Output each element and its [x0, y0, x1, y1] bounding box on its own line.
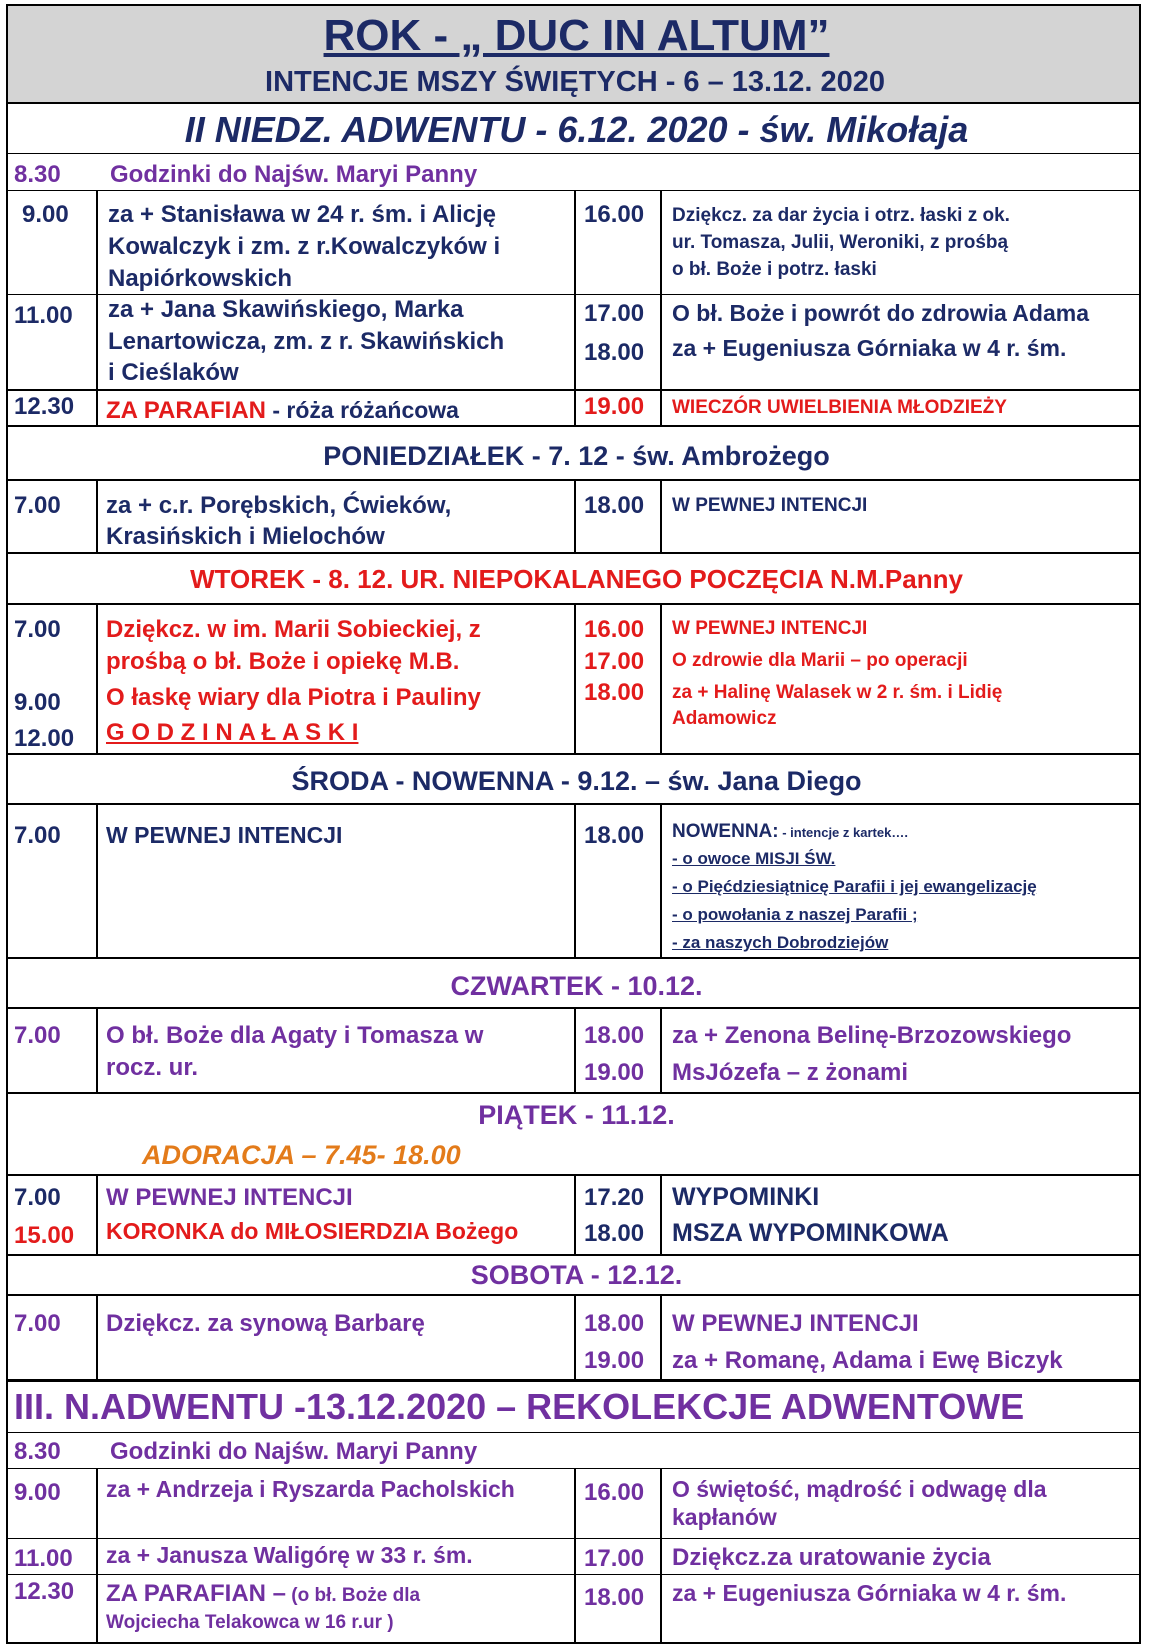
tuesday-title: WTOREK - 8. 12. UR. NIEPOKALANEGO POCZĘCIA N.M.Panny	[190, 564, 963, 594]
monday-intention-18: W PEWNEJ INTENCJI	[672, 495, 868, 516]
wednesday-nowenna-item-4: - za naszych Dobrodziejów	[672, 933, 889, 952]
wednesday-nowenna-item-2: - o Pięćdziesiątnicę Parafii i jej ewangelizację	[672, 877, 1037, 896]
sunday1-time-19: 19.00	[584, 393, 645, 420]
sunday1-intention-1230-rest: - róża różańcowa	[265, 397, 459, 423]
tuesday-intention-9: O łaskę wiary dla Piotra i Pauliny	[106, 684, 481, 711]
saturday-time-7: 7.00	[14, 1310, 61, 1337]
sunday1-intention-1230	[106, 395, 459, 426]
sunday2-title: III. N.ADWENTU -13.12.2020 – REKOLEKCJE ADWENTOWE	[14, 1386, 1025, 1427]
thursday-intention-7-line1: O bł. Boże dla Agaty i Tomasza w	[106, 1022, 484, 1049]
friday-intention-18: MSZA WYPOMINKOWA	[672, 1219, 949, 1247]
monday-intention-7-line1: za + c.r. Porębskich, Ćwieków,	[106, 492, 452, 519]
sunday1-intention-18: za + Eugeniusza Górniaka w 4 r. śm.	[672, 335, 1067, 361]
tuesday-intention-18-line1: za + Halinę Walasek w 2 r. śm. i Lidię	[672, 682, 1003, 703]
wednesday-time-18: 18.00	[584, 822, 645, 849]
sunday1-godzinki-time: 8.30	[14, 161, 61, 188]
sunday2-intention-1230-line2: Wojciecha Telakowca w 16 r.ur )	[106, 1612, 394, 1633]
saturday-time-18: 18.00	[584, 1310, 645, 1337]
wednesday-nowenna-item-3: - o powołania z naszej Parafii ;	[672, 905, 918, 924]
wednesday-time-7: 7.00	[14, 822, 61, 849]
sunday2-intention-16-line2: kapłanów	[672, 1504, 777, 1530]
sunday1-intention-17: O bł. Boże i powrót do zdrowia Adama	[672, 300, 1089, 326]
thursday-time-19: 19.00	[584, 1059, 645, 1086]
saturday-intention-7: Dziękcz. za synową Barbarę	[106, 1310, 425, 1337]
sunday2-time-9: 9.00	[14, 1479, 61, 1506]
sunday2-intention-11: za + Janusza Waligórę w 33 r. śm.	[106, 1542, 473, 1568]
friday-adoracja: ADORACJA – 7.45- 18.00	[142, 1140, 461, 1170]
tuesday-time-18: 18.00	[584, 679, 645, 706]
saturday-time-19: 19.00	[584, 1347, 645, 1374]
thursday-intention-18: za + Zenona Belinę-Brzozowskiego	[672, 1022, 1072, 1049]
thursday-time-7: 7.00	[14, 1022, 61, 1049]
sunday2-intention-1230	[106, 1578, 420, 1611]
sunday2-time-16: 16.00	[584, 1479, 645, 1506]
sunday1-intention-16-line3: o bł. Boże i potrz. łaski	[672, 259, 877, 280]
thursday-title: CZWARTEK - 10.12.	[450, 971, 703, 1001]
sunday2-intention-1230-main: ZA PARAFIAN –	[106, 1580, 286, 1607]
sunday2-time-17: 17.00	[584, 1545, 645, 1572]
saturday-intention-18: W PEWNEJ INTENCJI	[672, 1310, 919, 1337]
thursday-intention-7-line2: rocz. ur.	[106, 1054, 199, 1081]
friday-intention-1720: WYPOMINKI	[672, 1183, 820, 1211]
sunday1-intention-11-line2: Lenartowicza, zm. z r. Skawińskich	[108, 328, 505, 355]
thursday-time-18: 18.00	[584, 1022, 645, 1049]
sunday2-intention-16-line1: O świętość, mądrość i odwagę dla	[672, 1476, 1047, 1502]
wednesday-nowenna-label: NOWENNA:	[672, 821, 779, 842]
sunday1-time-1230: 12.30	[14, 393, 75, 420]
wednesday-intention-7: W PEWNEJ INTENCJI	[106, 822, 343, 848]
sunday1-intention-11-line1: za + Jana Skawińskiego, Marka	[108, 296, 464, 323]
monday-time-18: 18.00	[584, 492, 645, 519]
sunday1-time-9: 9.00	[22, 201, 69, 228]
wednesday-nowenna-note: - intencje z kartek….	[778, 825, 908, 840]
page-subtitle: INTENCJE MSZY ŚWIĘTYCH - 6 – 13.12. 2020	[265, 66, 885, 98]
sunday1-title: II NIEDZ. ADWENTU - 6.12. 2020 - św. Mikołaja	[184, 109, 969, 150]
tuesday-time-9: 9.00	[14, 689, 61, 716]
monday-intention-7-line2: Krasińskich i Mielochów	[106, 523, 385, 550]
sunday2-time-18: 18.00	[584, 1584, 645, 1611]
friday-time-7: 7.00	[14, 1184, 61, 1211]
sunday2-intention-17: Dziękcz.za uratowanie życia	[672, 1544, 991, 1571]
friday-time-15: 15.00	[14, 1222, 75, 1249]
sunday1-time-11: 11.00	[14, 302, 73, 329]
sunday1-intention-19: WIECZÓR UWIELBIENIA MŁODZIEŻY	[672, 397, 1007, 418]
monday-title: PONIEDZIAŁEK - 7. 12 - św. Ambrożego	[323, 441, 830, 471]
sunday1-time-17: 17.00	[584, 300, 645, 327]
sunday1-intention-9-line1: za + Stanisława w 24 r. śm. i Alicję	[108, 201, 496, 228]
tuesday-time-12: 12.00	[14, 725, 75, 752]
sunday1-intention-11-line3: i Cieślaków	[108, 359, 239, 386]
tuesday-intention-16: W PEWNEJ INTENCJI	[672, 618, 868, 639]
sunday2-godzinki-text: Godzinki do Najśw. Maryi Panny	[110, 1438, 478, 1465]
sunday2-godzinki-time: 8.30	[14, 1438, 61, 1465]
friday-time-1720: 17.20	[584, 1184, 645, 1211]
wednesday-nowenna-item-1: - o owoce MISJI ŚW.	[672, 849, 836, 868]
tuesday-intention-7-line2: prośbą o bł. Boże i opiekę M.B.	[106, 648, 460, 675]
wednesday-title: ŚRODA - NOWENNA - 9.12. – św. Jana Diego	[291, 766, 862, 796]
sunday1-time-18: 18.00	[584, 339, 645, 366]
sunday2-time-1230: 12.30	[14, 1578, 75, 1605]
saturday-intention-19: za + Romanę, Adama i Ewę Biczyk	[672, 1347, 1063, 1374]
wednesday-nowenna-heading	[672, 820, 908, 845]
tuesday-intention-18-line2: Adamowicz	[672, 708, 777, 729]
sunday1-intention-1230-main: ZA PARAFIAN	[106, 397, 266, 424]
sunday2-time-11: 11.00	[14, 1545, 73, 1572]
sunday2-intention-18: za + Eugeniusza Górniaka w 4 r. śm.	[672, 1580, 1067, 1606]
sunday1-intention-16-line1: Dziękcz. za dar życia i otrz. łaski z ok.	[672, 205, 1010, 226]
sunday1-time-16: 16.00	[584, 201, 645, 228]
sunday1-intention-9-line2: Kowalczyk i zm. z r.Kowalczyków i	[108, 233, 501, 260]
friday-intention-15: KORONKA do MIŁOSIERDZIA Bożego	[106, 1218, 519, 1244]
sunday2-intention-1230-note: (o bł. Boże dla	[286, 1585, 421, 1606]
friday-title: PIĄTEK - 11.12.	[478, 1100, 675, 1130]
tuesday-intention-12: G O D Z I N A Ł A S K I	[106, 719, 359, 746]
tuesday-time-17: 17.00	[584, 648, 645, 675]
sunday1-intention-16-line2: ur. Tomasza, Julii, Weroniki, z prośbą	[672, 232, 1009, 253]
sunday2-intention-9: za + Andrzeja i Ryszarda Pacholskich	[106, 1476, 515, 1502]
tuesday-time-16: 16.00	[584, 616, 645, 643]
tuesday-intention-7-line1: Dziękcz. w im. Marii Sobieckiej, z	[106, 616, 481, 643]
tuesday-time-7: 7.00	[14, 616, 61, 643]
page-title: ROK - „ DUC IN ALTUM”	[323, 11, 830, 60]
thursday-intention-19: MsJózefa – z żonami	[672, 1059, 909, 1086]
friday-time-18: 18.00	[584, 1220, 645, 1247]
friday-intention-7: W PEWNEJ INTENCJI	[106, 1184, 353, 1211]
monday-time-7: 7.00	[14, 492, 61, 519]
tuesday-intention-17: O zdrowie dla Marii – po operacji	[672, 650, 968, 671]
sunday1-godzinki-text: Godzinki do Najśw. Maryi Panny	[110, 161, 478, 188]
sunday1-intention-9-line3: Napiórkowskich	[108, 265, 293, 292]
saturday-title: SOBOTA - 12.12.	[470, 1260, 683, 1290]
